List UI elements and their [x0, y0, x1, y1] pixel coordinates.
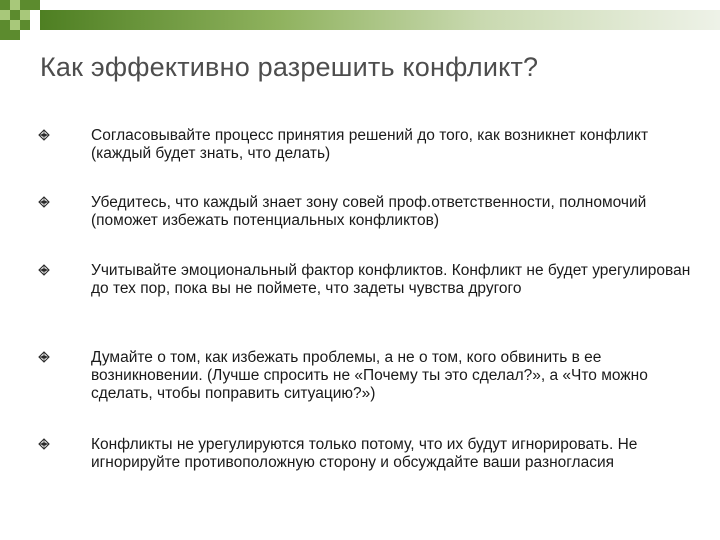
bullet-text: Думайте о том, как избежать проблемы, а не о том, кого обвинить в ее возникновении. (Лучше спросить не «Почему ты это сделал?», а «Что можно сделать, чтобы поправить ситуацию?») [91, 349, 648, 402]
bullet-text: Убедитесь, что каждый знает зону совей проф.ответственности, полномочий (поможет избежать потенциальных конфликтов) [91, 194, 647, 229]
bullet-text: Учитывайте эмоциональный фактор конфликтов. Конфликт не будет урегулирован до тех пор, пока вы не поймете, что задеты чувства другого [91, 262, 691, 297]
diamond-leaf-icon [38, 129, 50, 141]
bullet-text: Согласовывайте процесс принятия решений до того, как возникнет конфликт (каждый будет знать, что делать) [91, 127, 649, 162]
diamond-leaf-icon [38, 196, 50, 208]
diamond-leaf-icon [38, 438, 50, 450]
diamond-leaf-icon [38, 351, 50, 363]
diamond-leaf-icon [38, 264, 50, 276]
bullet-text: Конфликты не урегулируются только потому, что их будут игнорировать. Не игнорируйте противоположную сторону и обсуждайте ваши разногласия [91, 436, 638, 471]
slide-title: Как эффективно разрешить конфликт? [40, 52, 539, 82]
